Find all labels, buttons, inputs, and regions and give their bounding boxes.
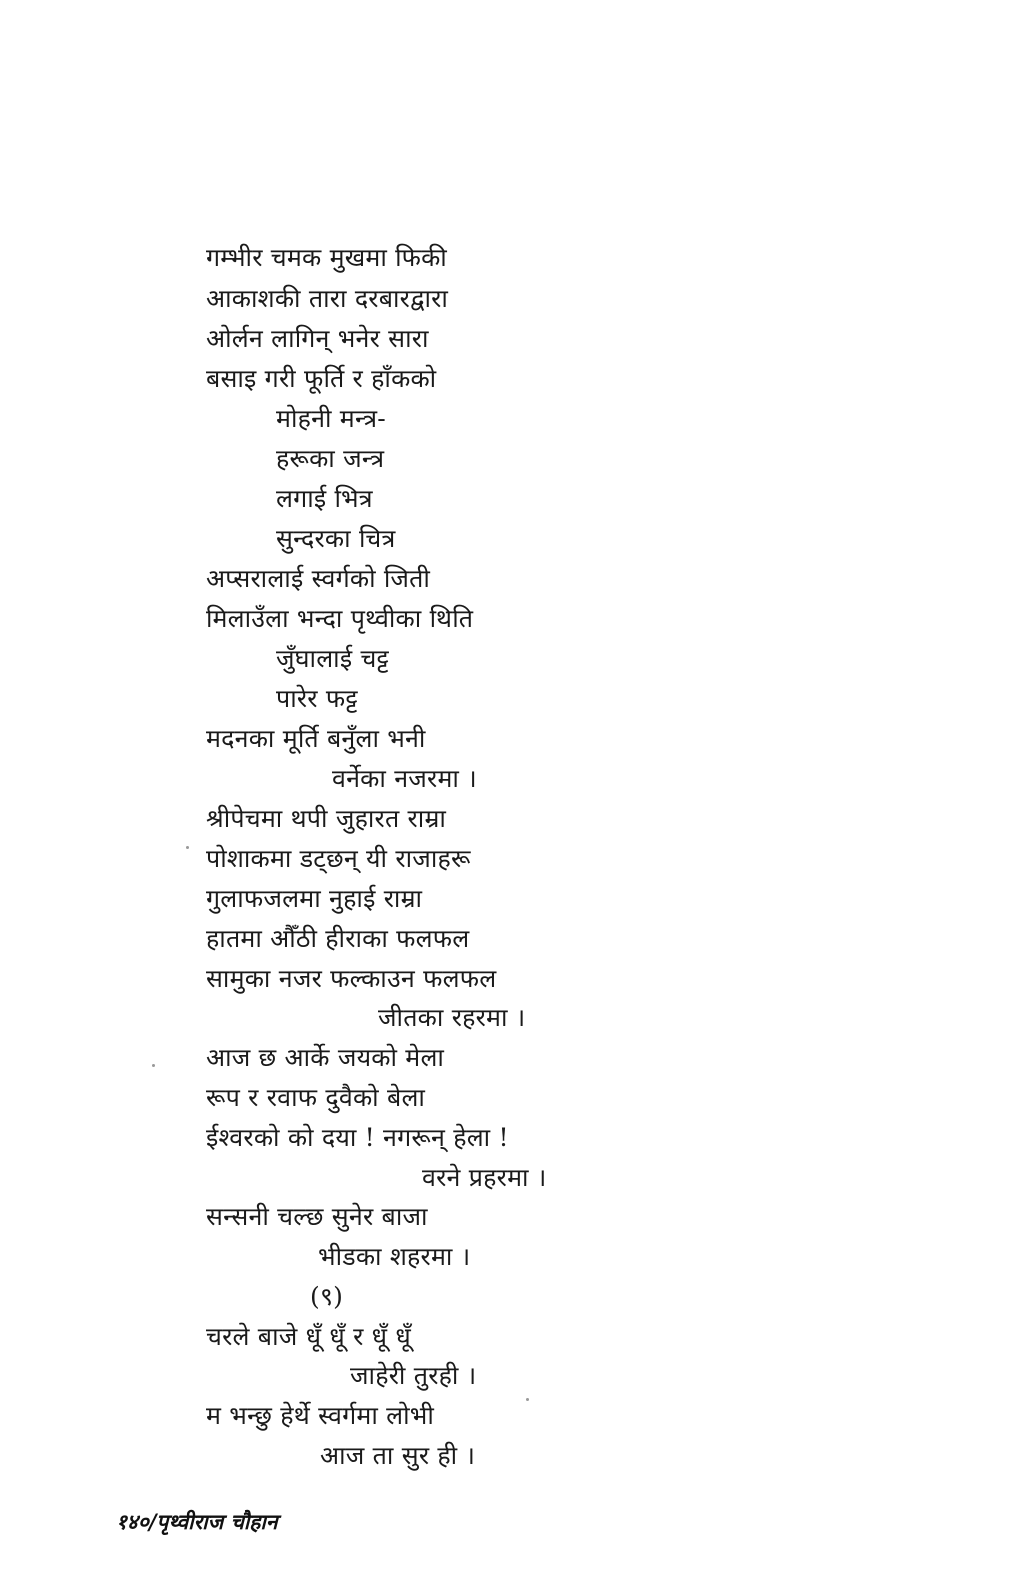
poem-line: जीतका रहरमा ।	[378, 1003, 526, 1032]
scan-speck	[152, 1064, 155, 1067]
poem-line: आज छ आर्के जयको मेला	[206, 1043, 445, 1072]
poem-line: चरले बाजे धूँ धूँ र धूँ धूँ	[206, 1322, 411, 1351]
poem-line: वरने प्रहरमा ।	[422, 1163, 547, 1192]
poem-line: म भन्छु हेर्थे स्वर्गमा लोभी	[206, 1401, 435, 1430]
poem-line: ईश्वरको को दया ! नगरून् हेला !	[206, 1123, 509, 1152]
poem-line: ओर्लन लागिन् भनेर सारा	[206, 324, 429, 353]
poem-line: जाहेरी तुरही ।	[350, 1361, 477, 1390]
poem-line: सुन्दरका चित्र	[276, 524, 396, 553]
poem-line: गम्भीर चमक मुखमा फिकी	[206, 243, 447, 272]
poem-line: भीडका शहरमा ।	[318, 1242, 471, 1271]
poem-line: सन्सनी चल्छ सुनेर बाजा	[206, 1202, 428, 1231]
poem-line: आज ता सुर ही ।	[320, 1441, 476, 1470]
scan-speck	[526, 1398, 529, 1401]
poem-line: जुँघालाई चट्ट	[276, 644, 389, 673]
poem-line: रूप र रवाफ दुवैको बेला	[206, 1083, 426, 1112]
poem-line: गुलाफजलमा नुहाई राम्रा	[206, 884, 423, 913]
poem-line: वर्नेका नजरमा ।	[332, 764, 477, 793]
poem-line: मिलाउँला भन्दा पृथ्वीका थिति	[206, 604, 474, 633]
poem-line: मोहनी मन्त्र-	[276, 404, 386, 433]
poem-line: मदनका मूर्ति बनुँला भनी	[206, 724, 426, 753]
poem-line: पारेर फट्ट	[276, 684, 358, 713]
poem-line: आकाशकी तारा दरबारद्वारा	[206, 284, 449, 313]
poem-line: श्रीपेचमा थपी जुहारत राम्रा	[206, 804, 447, 833]
poem-line: अप्सरालाई स्वर्गको जिती	[206, 564, 431, 593]
poem-line: हरूका जन्त्र	[276, 444, 385, 473]
poem-line: लगाई भित्र	[276, 484, 373, 513]
poem-line: हातमा औँठी हीराका फलफल	[206, 924, 470, 953]
poem-line: सामुका नजर फल्काउन फलफल	[206, 964, 497, 993]
poem-line: पोशाकमा डट्छन् यी राजाहरू	[206, 844, 471, 873]
scan-speck	[186, 846, 189, 849]
stanza-number: (९)	[310, 1282, 344, 1311]
poem-line: बसाइ गरी फूर्ति र हाँकको	[206, 364, 437, 393]
page-footer: १४०/पृथ्वीराज चौहान	[116, 1509, 278, 1534]
